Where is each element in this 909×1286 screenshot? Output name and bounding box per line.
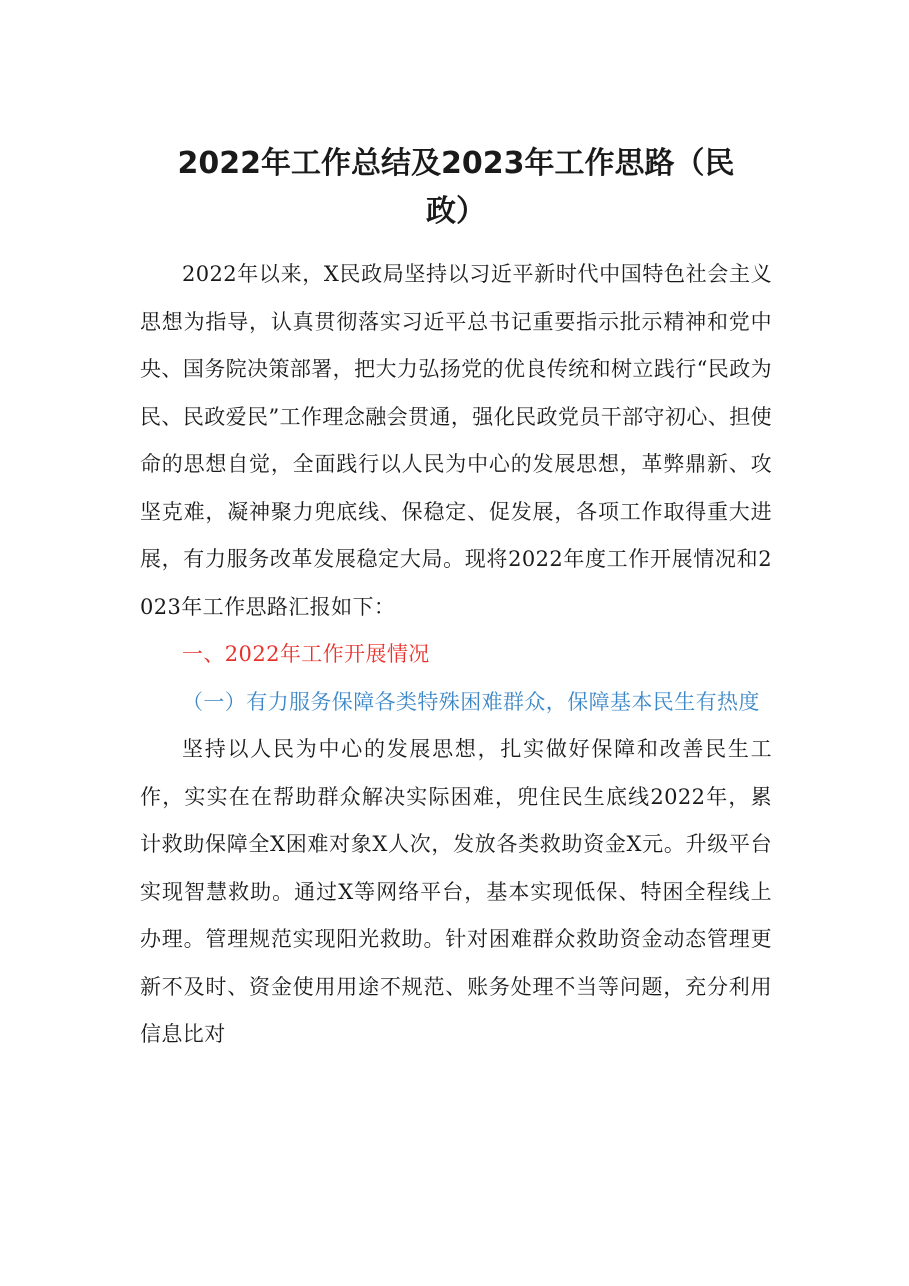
body-paragraph: 坚持以人民为中心的发展思想，扎实做好保障和改善民生工作，实实在在帮助群众解决实际困难，兜住民生底线2022年，累计救助保障全X困难对象X人次，发放各类救助资金X元。升级平台实现智慧救助。通过X等网络平台，基本实现低保、特困全程线上办理。管理规范实现阳光救助。针对困难群众救助资金动态管理更新不及时、资金使用用途不规范、账务处理不当等问题，充分利用信息比对 <box>140 737 772 1046</box>
document-body <box>140 251 772 1059</box>
section-heading: 一、2022年工作开展情况 <box>182 642 430 666</box>
subsection-heading: （一）有力服务保障各类特殊困难群众，保障基本民生有热度 <box>182 689 760 714</box>
title-line-2: 政） <box>426 194 486 229</box>
intro-paragraph: 2022年以来，X民政局坚持以习近平新时代中国特色社会主义思想为指导，认真贯彻落实习近平总书记重要指示批示精神和党中央、国务院决策部署，把大力弘扬党的优良传统和树立践行“民政为民、民政爱民”工作理念融会贯通，强化民政党员干部守初心、担使命的思想自觉，全面践行以人民为中心的发展思想，革弊鼎新、攻坚克难，凝神聚力兜底线、保稳定、促发展，各项工作取得重大进展，有力服务改革发展稳定大局。现将2022年度工作开展情况和2023年工作思路汇报如下： <box>140 262 772 619</box>
document-title <box>140 140 772 236</box>
title-line-1: 2022年工作总结及2023年工作思路（民 <box>177 146 735 181</box>
document-page <box>140 140 772 1059</box>
